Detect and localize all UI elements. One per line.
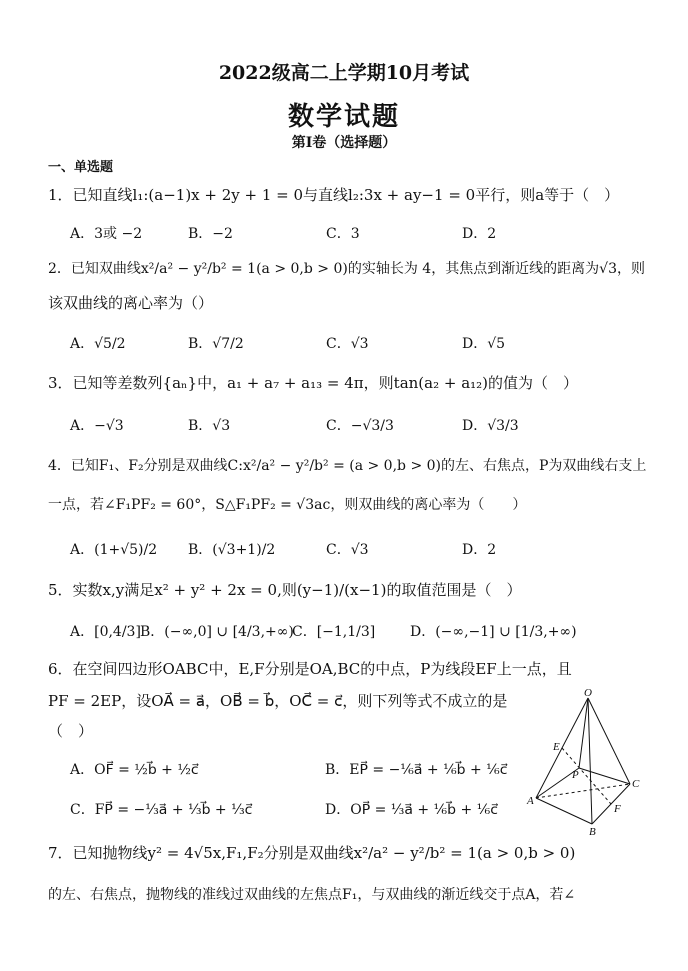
volume-label: 第Ⅰ卷（选择题） [291, 135, 397, 151]
question-1-text: 1．已知直线l₁:(a−1)x + 2y + 1 = 0与直线l₂:3x + ay−1 = 0平行，则a等于（ ） [48, 186, 620, 204]
question-2-option-a: A．√5/2 [70, 336, 126, 352]
question-1-option-a: A．3或 −2 [70, 226, 143, 242]
label-p: P [572, 769, 579, 781]
question-6-option-b: B．EP⃗ = −⅙a⃗ + ⅙b⃗ + ⅙c⃗ [325, 762, 508, 778]
label-o: O [584, 688, 592, 699]
label-f: F [614, 803, 621, 815]
question-5-text: 5．实数x,y满足x² + y² + 2x = 0,则(y−1)/(x−1)的取值范围是（ ） [48, 581, 522, 599]
question-6-option-c: C．FP⃗ = −⅓a⃗ + ⅓b⃗ + ⅓c⃗ [70, 802, 253, 818]
question-6-text-line1: 6．在空间四边形OABC中，E,F分别是OA,BC的中点，P为线段EF上一点，且 [48, 660, 572, 678]
question-1-option-b: B．−2 [188, 226, 233, 242]
question-5-option-a: A．[0,4/3] [70, 624, 141, 640]
question-4-option-c: C．√3 [326, 542, 369, 558]
segment-op [579, 698, 588, 768]
question-5-option-c: C．[−1,1/3] [292, 624, 376, 640]
question-5-option-b: B．(−∞,0] ∪ [4/3,+∞) [140, 624, 294, 640]
question-3-option-d: D．√3/3 [462, 418, 519, 434]
question-4-text-line2: 一点，若∠F₁PF₂ = 60°，S△F₁PF₂ = √3ac，则双曲线的离心率为（ ） [48, 497, 527, 513]
question-2-option-d: D．√5 [462, 336, 506, 352]
edge-ab [536, 798, 592, 824]
edge-ob [588, 698, 592, 824]
question-2-text-line1: 2．已知双曲线x²/a² − y²/b² = 1(a > 0,b > 0)的实轴长为 4，其焦点到渐近线的距离为√3，则 [48, 261, 646, 277]
edge-ac [536, 784, 630, 798]
question-7-text-line2: 的左、右焦点，抛物线的准线过双曲线的左焦点F₁，与双曲线的渐近线交于点A，若∠ [48, 887, 576, 903]
question-4-option-b: B．(√3+1)/2 [188, 542, 276, 558]
question-6-option-a: A．OF⃗ = ½b⃗ + ½c⃗ [70, 762, 199, 778]
question-6-option-d: D．OP⃗ = ⅓a⃗ + ⅙b⃗ + ⅙c⃗ [325, 802, 498, 818]
question-2-option-b: B．√7/2 [188, 336, 244, 352]
label-a: A [527, 795, 534, 807]
question-6-text-line2: PF = 2EP，设OA⃗ = a⃗，OB⃗ = b⃗，OC⃗ = c⃗，则下列等式不成立的是 [48, 692, 508, 710]
exam-header: 2022级高二上学期10月考试 [218, 62, 470, 84]
edge-oc [588, 698, 630, 784]
question-3-option-c: C．−√3/3 [326, 418, 394, 434]
question-1-option-d: D．2 [462, 226, 497, 242]
question-4-text-line1: 4．已知F₁、F₂分别是双曲线C:x²/a² − y²/b² = (a > 0,b > 0)的左、右焦点，P为双曲线右支上 [48, 458, 647, 474]
tetrahedron-figure [522, 688, 652, 838]
question-3-option-b: B．√3 [188, 418, 231, 434]
label-b: B [589, 826, 596, 838]
label-c: C [632, 778, 640, 790]
question-4-option-a: A．(1+√5)/2 [70, 542, 158, 558]
question-4-option-d: D．2 [462, 542, 497, 558]
question-2-text-line2: 该双曲线的离心率为（） [48, 294, 214, 312]
question-3-option-a: A．−√3 [70, 418, 124, 434]
question-3-text: 3．已知等差数列{aₙ}中，a₁ + a₇ + a₁₃ = 4π，则tan(a₂ + a₁₂)的值为（ ） [48, 374, 579, 392]
question-6-text-line3: （ ） [48, 722, 94, 740]
question-1-option-c: C．3 [326, 226, 360, 242]
section-label: 一、单选题 [48, 160, 114, 175]
question-5-option-d: D．(−∞,−1] ∪ [1/3,+∞) [410, 624, 577, 640]
question-7-text-line1: 7．已知抛物线y² = 4√5x,F₁,F₂分别是双曲线x²/a² − y²/b² = 1(a > 0,b > 0) [48, 844, 576, 862]
question-2-option-c: C．√3 [326, 336, 369, 352]
label-e: E [553, 741, 560, 753]
exam-title: 数学试题 [287, 102, 400, 132]
